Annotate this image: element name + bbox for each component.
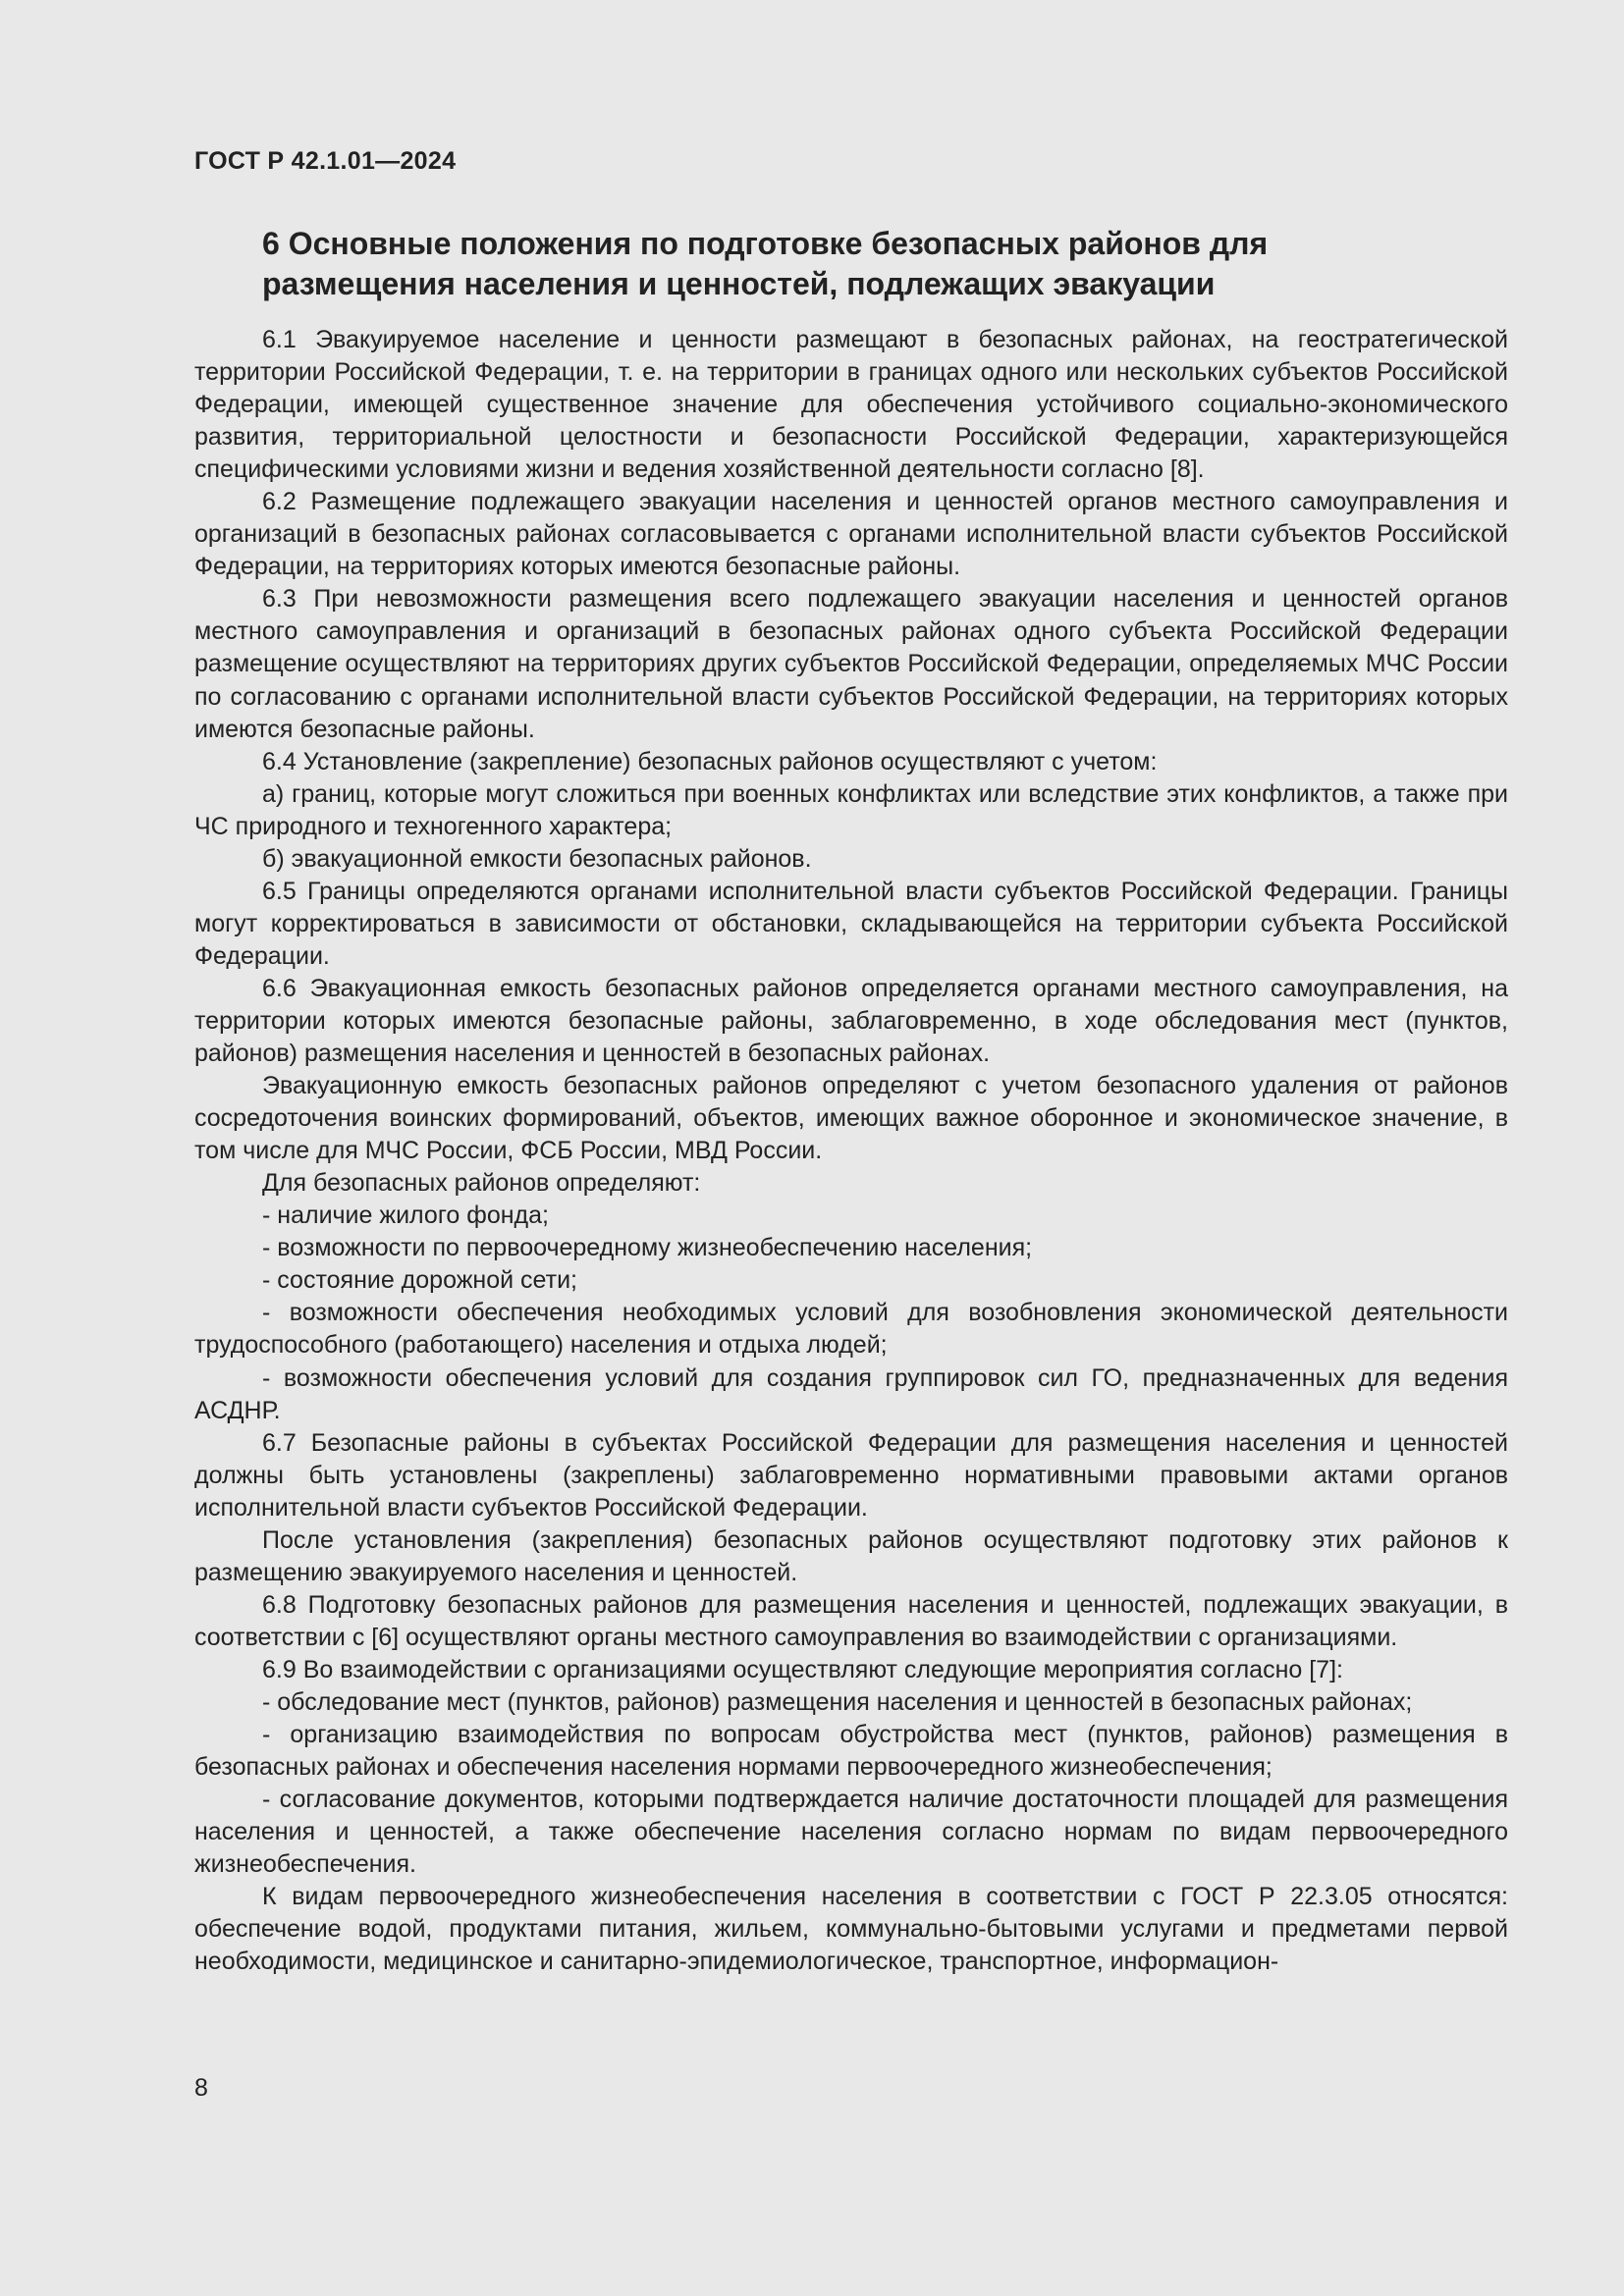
paragraph-6-7: 6.7 Безопасные районы в субъектах Российской Федерации для размещения населения и ценностей должны быть установлены (закреплены) заблаговременно нормативными правовыми актами органов исполнительной власти субъектов Российской Федерации. xyxy=(194,1428,1508,1522)
paragraph-capacity: Эвакуационную емкость безопасных районов определяют с учетом безопасного удаления от районов сосредоточения воинских формирований, объектов, имеющих важное оборонное и экономическое значение, в том числе для МЧС России, ФСБ России, МВД России. xyxy=(194,1072,1508,1165)
list-item-housing: - наличие жилого фонда; xyxy=(262,1201,549,1230)
paragraph-6-8: 6.8 Подготовку безопасных районов для размещения населения и ценностей, подлежащих эвакуации, в соответствии с [6] осуществляют органы местного самоуправления во взаимодействии с организациями. xyxy=(194,1590,1508,1651)
paragraph-life-support-types: К видам первоочередного жизнеобеспечения населения в соответствии с ГОСТ Р 22.3.05 относятся: обеспечение водой, продуктами питания, жильем, коммунально-бытовыми услугами и предметами первой необходимости, медицинское и санитарно-эпидемиологическое, транспортное, информацион- xyxy=(194,1883,1508,1976)
document-header-code: ГОСТ Р 42.1.01—2024 xyxy=(194,147,457,175)
list-item-inspection: - обследование мест (пунктов, районов) размещения населения и ценностей в безопасных районах; xyxy=(262,1687,1413,1716)
paragraph-6-6: 6.6 Эвакуационная емкость безопасных районов определяется органами местного самоуправления, на территории которых имеются безопасные районы, заблаговременно, в ходе обследования мест (пунктов, районов) размещения населения и ценностей в безопасных районах. xyxy=(194,974,1508,1068)
body-text xyxy=(194,324,1508,1978)
section-title-line-1: 6 Основные положения по подготовке безопасных районов для xyxy=(262,226,1269,261)
paragraph-6-9: 6.9 Во взаимодействии с организациями осуществляют следующие мероприятия согласно [7]: xyxy=(262,1655,1343,1683)
section-title xyxy=(262,224,1440,304)
page-number: 8 xyxy=(194,2074,208,2102)
list-item-b: б) эвакуационной емкости безопасных районов. xyxy=(262,844,812,873)
list-item-roads: - состояние дорожной сети; xyxy=(262,1266,577,1295)
list-item-life-support: - возможности по первоочередному жизнеобеспечению населения; xyxy=(262,1234,1033,1262)
paragraph-6-3: 6.3 При невозможности размещения всего подлежащего эвакуации населения и ценностей органов местного самоуправления и организаций в безопасных районах одного субъекта Российской Федерации размещение осуществляют на территориях других субъектов Российской Федерации, определяемых МЧС России по согласованию с органами исполнительной власти субъектов Российской Федерации, на территориях которых имеются безопасные районы. xyxy=(194,585,1508,743)
paragraph-6-5: 6.5 Границы определяются органами исполнительной власти субъектов Российской Федерации. Границы могут корректироваться в зависимости от обстановки, складывающейся на территории субъекта Российской Федерации. xyxy=(194,877,1508,970)
paragraph-after-establishment: После установления (закрепления) безопасных районов осуществляют подготовку этих районов к размещению эвакуируемого населения и ценностей. xyxy=(194,1525,1508,1586)
list-item-civil-defense: - возможности обеспечения условий для создания группировок сил ГО, предназначенных для ведения АСДНР. xyxy=(194,1363,1508,1424)
list-item-interaction: - организацию взаимодействия по вопросам обустройства мест (пунктов, районов) размещения в безопасных районах и обеспечения населения нормами первоочередного жизнеобеспечения; xyxy=(194,1721,1508,1782)
paragraph-determine: Для безопасных районов определяют: xyxy=(262,1169,701,1198)
paragraph-6-1: 6.1 Эвакуируемое население и ценности размещают в безопасных районах, на геостратегической территории Российской Федерации, т. е. на территории в границах одного или нескольких субъектов Российской Федерации, имеющей существенное значение для обеспечения устойчивого социально-экономического развития, территориальной целостности и безопасности Российской Федерации, характеризующейся специфическими условиями жизни и ведения хозяйственной деятельности согласно [8]. xyxy=(194,326,1508,484)
list-item-economic-activity: - возможности обеспечения необходимых условий для возобновления экономической деятельности трудоспособного (работающего) населения и отдыха людей; xyxy=(194,1299,1508,1360)
paragraph-6-4: 6.4 Установление (закрепление) безопасных районов осуществляют с учетом: xyxy=(262,747,1158,775)
list-item-documents: - согласование документов, которыми подтверждается наличие достаточности площадей для размещения населения и ценностей, а также обеспечение населения согласно нормам по видам первоочередного жизнеобеспечения. xyxy=(194,1786,1508,1879)
paragraph-6-2: 6.2 Размещение подлежащего эвакуации населения и ценностей органов местного самоуправления и организаций в безопасных районах согласовывается с органами исполнительной власти субъектов Российской Федерации, на территориях которых имеются безопасные районы. xyxy=(194,488,1508,581)
section-title-line-2: размещения населения и ценностей, подлежащих эвакуации xyxy=(262,266,1216,301)
list-item-a: а) границ, которые могут сложиться при военных конфликтах или вследствие этих конфликтов, а также при ЧС природного и техногенного характера; xyxy=(194,779,1508,840)
